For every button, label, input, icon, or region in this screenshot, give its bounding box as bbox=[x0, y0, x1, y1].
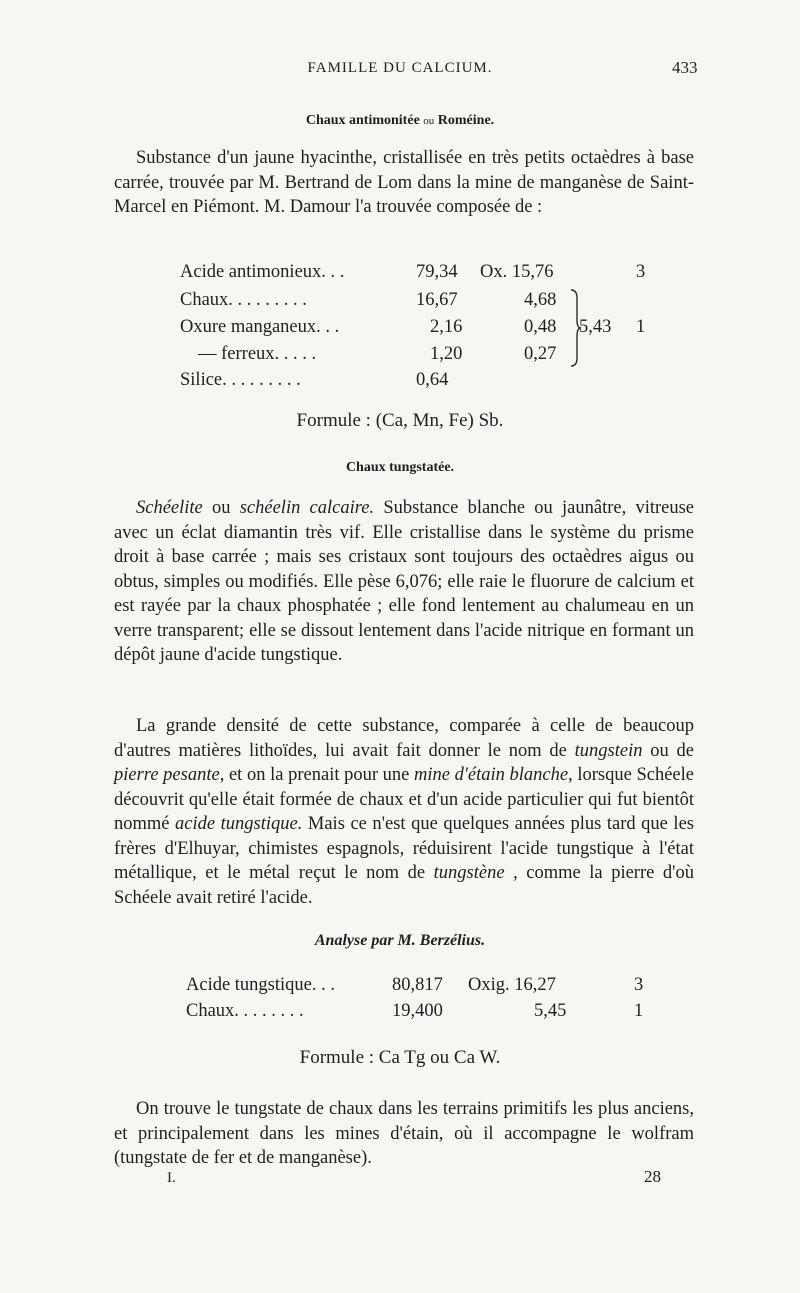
paragraph-scheelite-history: La grande densité de cette substance, comparée à celle de beaucoup d'autres matières lithoïdes, lui avait fait donner le nom de tungstein ou de pierre pesante, et on la prenait pour une mine d'étain blanche, lorsque Schéele découvrit qu'elle était formée de chaux et d'un acide particulier qui fut bientôt nommé acide tungstique. Mais ce n'est que quelques années plus tard que les frères d'Elhuyar, chimistes espagnols, réduisirent l'acide tungstique à l'état métallique, et le métal reçut le nom de tungstène , comme la pierre d'où Schéele avait retiré l'acide. bbox=[114, 716, 694, 908]
section-title-chaux-tungstatee: Chaux tungstatée. bbox=[345, 460, 455, 475]
oxygen-sum: 5,43 bbox=[579, 317, 612, 337]
signature-mark: I. bbox=[167, 1170, 176, 1186]
sheet-number: 28 bbox=[644, 1167, 661, 1186]
running-title: FAMILLE DU CALCIUM. bbox=[307, 60, 493, 76]
paragraph-scheelite-description: Schéelite ou schéelin calcaire. Substance blanche ou jaunâtre, vitreuse avec un éclat diamantin très vif. Elle cristallise dans le système du prisme droit à base carrée ; mais ses cristaux sont toujours des octaèdres aigus ou obtus, simples ou modifiés. Elle pèse 6,076; elle raie le fluorure de calcium et est rayée par la chaux phosphatée ; elle fond lentement au chalumeau en un verre transparent; elle se dissout lentement dans l'acide nitrique en formant un dépôt jaune d'acide tungstique. bbox=[114, 498, 695, 665]
curly-brace-icon bbox=[568, 288, 582, 368]
analysis-title: Analyse par M. Berzélius. bbox=[314, 932, 486, 949]
paragraph-scheelite-occurrence: On trouve le tungstate de chaux dans les terrains primitifs les plus anciens, et principalement dans les mines d'étain, où il accompagne le wolfram (tungstate de fer et de manganèse). bbox=[114, 1099, 694, 1168]
book-page: FAMILLE DU CALCIUM. 433 Chaux antimonitée ou Roméine. Substance d'un jaune hyacinthe, cristallisée en très petits octaèdres à base carrée, trouvée par M. Bertrand de Lom dans la mine de manganèse de Saint-Marcel en Piémont. M. Damour l'a trouvée composée de : Acide antimonieux. . . 79,34 Ox. 15,76 3 Chaux. . . . . . . . . 16,67 4,68 Oxure manganeux. . . 2,16 0,48 5,43 1 — ferreux. . . . . 1,20 0,27 Silice. . . . . . . . . 0,64 Formule : (Ca, Mn, Fe) Sb. Chaux tungstatée. Schéelite ou schéelin calcaire. Substance blanche ou jaunâtre, vitreuse avec un éclat diamantin très vif. Elle cristallise dans le système du prisme droit à base carrée ; mais ses cristaux sont toujours des octaèdres aigus ou obtus, simples ou modifiés. Elle pèse 6,076; elle raie le fluorure de calcium et est rayée par la chaux phosphatée ; elle fond lentement au chalumeau en un verre transparent; elle se dissout lentement dans l'acide nitrique en formant un dépôt jaune d'acide tungstique. La grande densité de cette substance, comparée à celle de beaucoup d'autres matières lithoïdes, lui avait fait donner le nom de tungstein ou de pierre pesante, et on la prenait pour une mine d'étain blanche, lorsque Schéele découvrit qu'elle était formée de chaux et d'un acide particulier qui fut bientôt nommé acide tungstique. Mais ce n'est que quelques années plus tard que les frères d'Elhuyar, chimistes espagnols, réduisirent l'acide tungstique à l'état métallique, et le métal reçut le nom de tungstène , comme la pierre d'où Schéele avait retiré l'acide. Analyse par M. Berzélius. Acide tungstique. . . 80,817 Oxig. 16,27 3 Chaux. . . . . . . . 19,400 5,45 1 Formule : Ca Tg ou Ca W. On trouve le tungstate de chaux dans les terrains primitifs les plus anciens, et principalement dans les mines d'étain, où il accompagne le wolfram (tungstate de fer et de manganèse). I. 28 bbox=[0, 0, 800, 1293]
section-title-romeine: Chaux antimonitée ou Roméine. bbox=[305, 113, 495, 128]
formula-romeine: Formule : (Ca, Mn, Fe) Sb. bbox=[296, 410, 504, 431]
page-number: 433 bbox=[672, 58, 698, 77]
paragraph-romeine-description: Substance d'un jaune hyacinthe, cristallisée en très petits octaèdres à base carrée, trouvée par M. Bertrand de Lom dans la mine de manganèse de Saint-Marcel en Piémont. M. Damour l'a trouvée composée de : bbox=[114, 148, 694, 217]
formula-scheelite: Formule : Ca Tg ou Ca W. bbox=[299, 1047, 501, 1068]
